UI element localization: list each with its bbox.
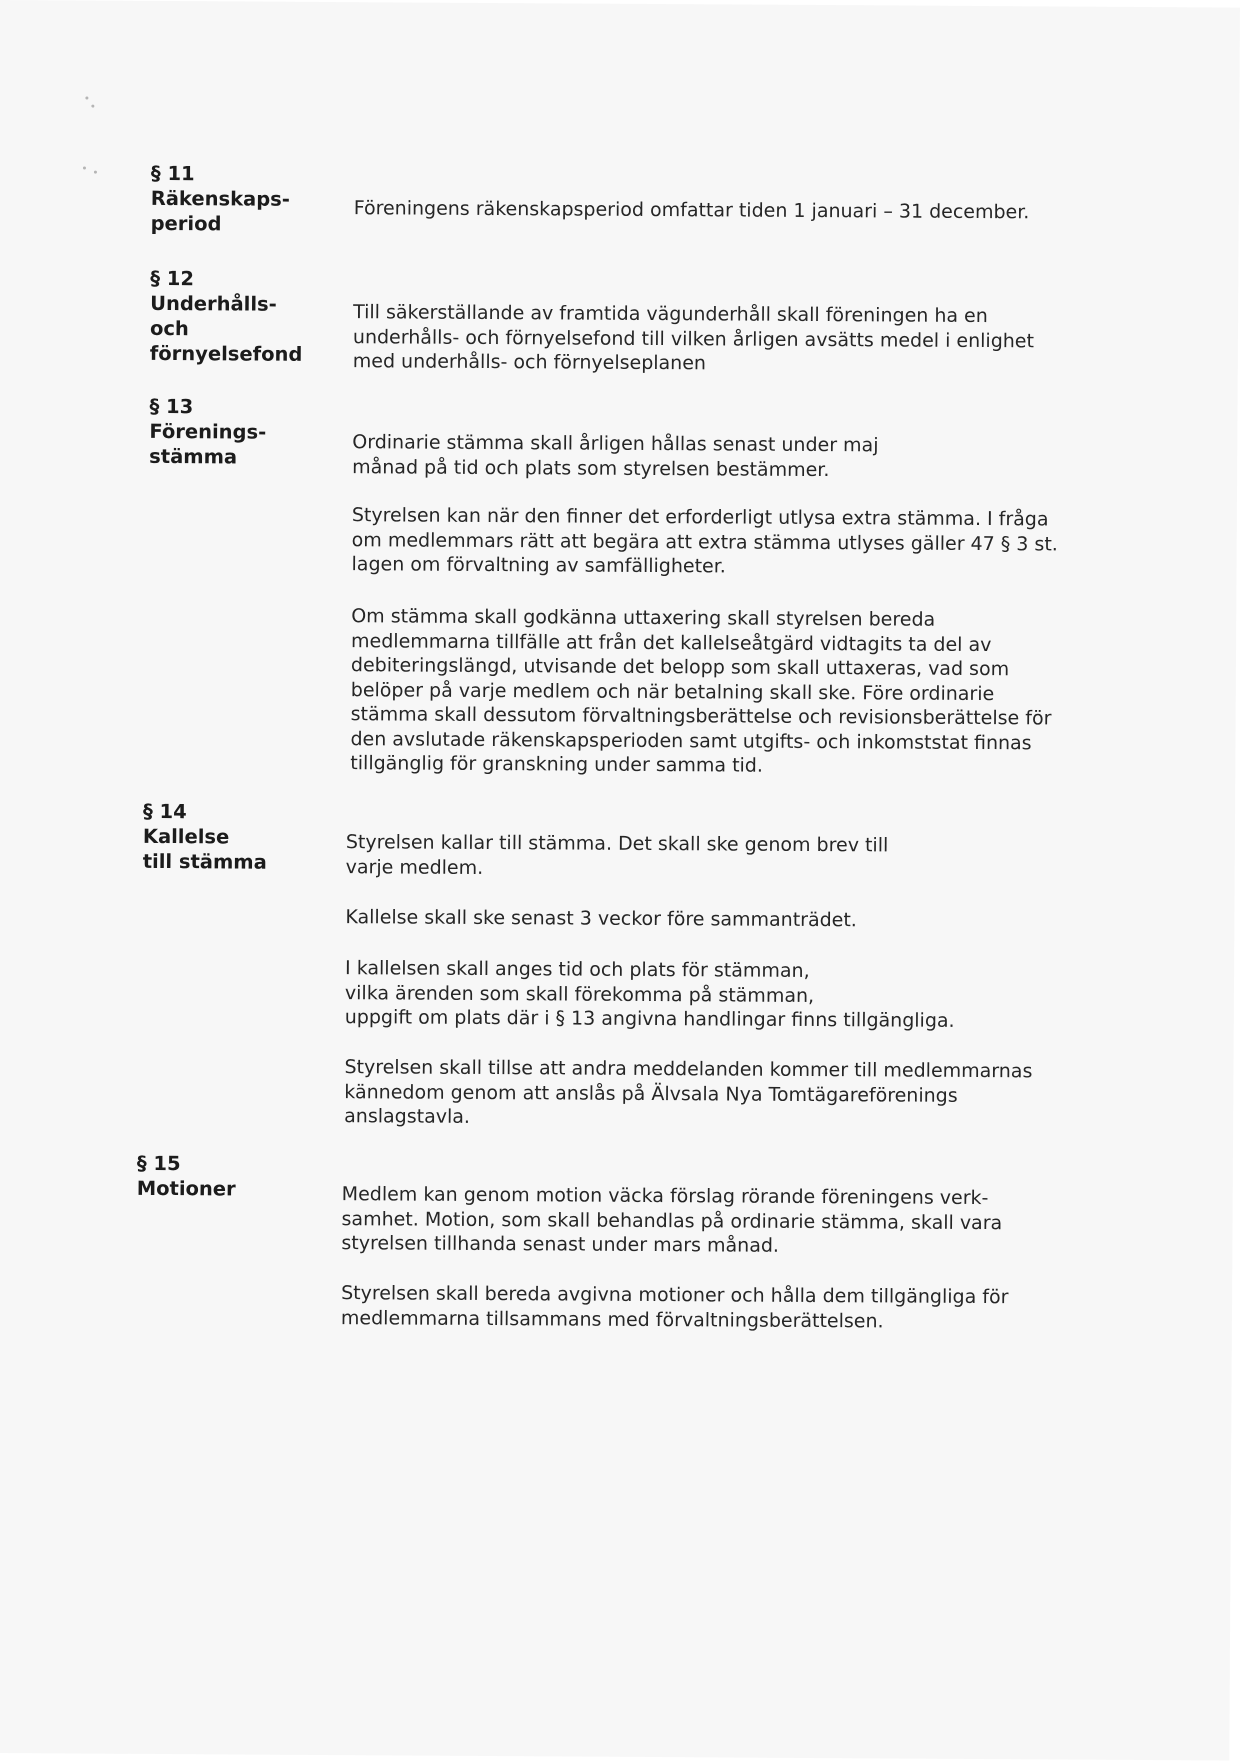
- heading-line: förnyelsefond: [149, 341, 303, 366]
- text-line: debiteringslängd, utvisande det belopp som skall uttaxeras, vad som: [350, 654, 1010, 681]
- section-11: [0, 0, 1240, 236]
- heading-line: Räkenskaps-: [150, 186, 290, 211]
- section-13-heading: [149, 394, 329, 470]
- text-line: Till säkerställande av framtida vägunderhåll skall föreningen ha en: [353, 301, 988, 328]
- text-line: kännedom genom att anslås på Älvsala Nya Tomtägareförenings: [344, 1080, 958, 1107]
- heading-line: § 14: [142, 799, 187, 824]
- text-line: månad på tid och plats som styrelsen bestämmer.: [352, 455, 830, 481]
- paragraph: [350, 604, 1131, 780]
- heading-line: Underhålls-: [150, 291, 277, 316]
- heading-line: § 13: [149, 394, 194, 419]
- section-15-heading: [137, 1151, 317, 1202]
- paragraph: [341, 1281, 1121, 1335]
- text-line: den avslutade räkenskapsperioden samt utgifts- och inkomststat finnas: [350, 727, 1032, 754]
- text-line: vilka ärenden som skall förekomma på stämman,: [344, 981, 815, 1007]
- text-line: med underhålls- och förnyelseplanen: [352, 350, 707, 375]
- heading-line: § 11: [150, 161, 195, 186]
- text-line: I kallelsen skall anges tid och plats för stämman,: [345, 957, 810, 982]
- heading-line: period: [150, 211, 222, 236]
- text-line: lagen om förvaltning av samfälligheter.: [351, 553, 726, 578]
- text-line: tillgänglig för granskning under samma tid.: [350, 752, 763, 777]
- section-14-heading: [143, 799, 323, 875]
- text-line: belöper på varje medlem och när betalning skall ske. Före ordinarie: [350, 678, 995, 705]
- text-line: samhet. Motion, som skall behandlas på ordinarie stämma, skall vara: [341, 1207, 1003, 1234]
- paragraph: [341, 1182, 1121, 1260]
- heading-line: § 12: [150, 266, 195, 291]
- heading-line: stämma: [149, 444, 238, 469]
- text-line: anslagstavla.: [344, 1105, 471, 1128]
- text-line: medlemmarna tillfälle att från det kallelseåtgärd vidtagits ta del av: [351, 629, 992, 656]
- paragraph: [354, 196, 1134, 225]
- heading-line: Förenings-: [149, 419, 267, 444]
- paragraph: [351, 503, 1131, 581]
- text-line: Kallelse skall ske senast 3 veckor före sammanträdet.: [345, 906, 857, 932]
- section-14-body: [344, 830, 1126, 1128]
- section-12-heading: [150, 266, 331, 367]
- heading-line: Kallelse: [142, 824, 230, 849]
- paragraph: [353, 300, 1133, 378]
- text-line: varje medlem.: [345, 855, 484, 879]
- text-line: underhålls- och förnyelsefond till vilken årligen avsätts medel i enlighet: [352, 325, 1035, 352]
- paragraph: [345, 905, 1125, 934]
- text-line: Styrelsen skall tillse att andra meddelanden kommer till medlemmarnas: [344, 1056, 1033, 1083]
- heading-line: Motioner: [136, 1176, 236, 1201]
- scan-speck: [91, 105, 94, 108]
- text-line: Styrelsen skall bereda avgivna motioner och hålla dem tillgängliga för: [341, 1282, 1009, 1309]
- section-11-body: [353, 196, 1134, 224]
- paragraph: [345, 956, 1125, 1034]
- paragraph: [346, 830, 1126, 884]
- text-line: Styrelsen kallar till stämma. Det skall ske genom brev till: [345, 831, 889, 857]
- section-15-body: [340, 1182, 1122, 1332]
- text-line: Styrelsen kan när den finner det erforderligt utlysa extra stämma. I fråga: [351, 504, 1049, 531]
- scan-speck: [94, 171, 97, 174]
- text-line: medlemmarna tillsammans med förvaltningsberättelsen.: [340, 1306, 884, 1332]
- heading-line: § 15: [136, 1151, 181, 1176]
- text-line: Om stämma skall godkänna uttaxering skall styrelsen bereda: [351, 605, 936, 631]
- section-12-body: [352, 300, 1133, 375]
- heading-line: och: [149, 316, 189, 341]
- text-line: styrelsen tillhanda senast under mars månad.: [341, 1232, 780, 1257]
- text-line: om medlemmars rätt att begära att extra stämma utlyses gäller 47 § 3 st.: [351, 528, 1058, 555]
- paragraph: [352, 430, 1132, 484]
- scan-speck: [83, 167, 86, 170]
- paragraph: [344, 1055, 1124, 1133]
- scan-speck: [85, 97, 88, 100]
- text-line: uppgift om plats där i § 13 angivna handlingar finns tillgängliga.: [344, 1006, 955, 1032]
- section-13-body: [350, 430, 1132, 777]
- text-line: stämma skall dessutom förvaltningsberättelse och revisionsberättelse för: [350, 703, 1052, 730]
- text-line: Ordinarie stämma skall årligen hållas senast under maj: [352, 431, 879, 457]
- section-11-heading: [151, 161, 331, 237]
- text-line: Medlem kan genom motion väcka förslag rörande föreningens verk-: [341, 1183, 989, 1210]
- heading-line: till stämma: [142, 849, 267, 874]
- text-line: Föreningens räkenskapsperiod omfattar tiden 1 januari – 31 december.: [353, 197, 1030, 224]
